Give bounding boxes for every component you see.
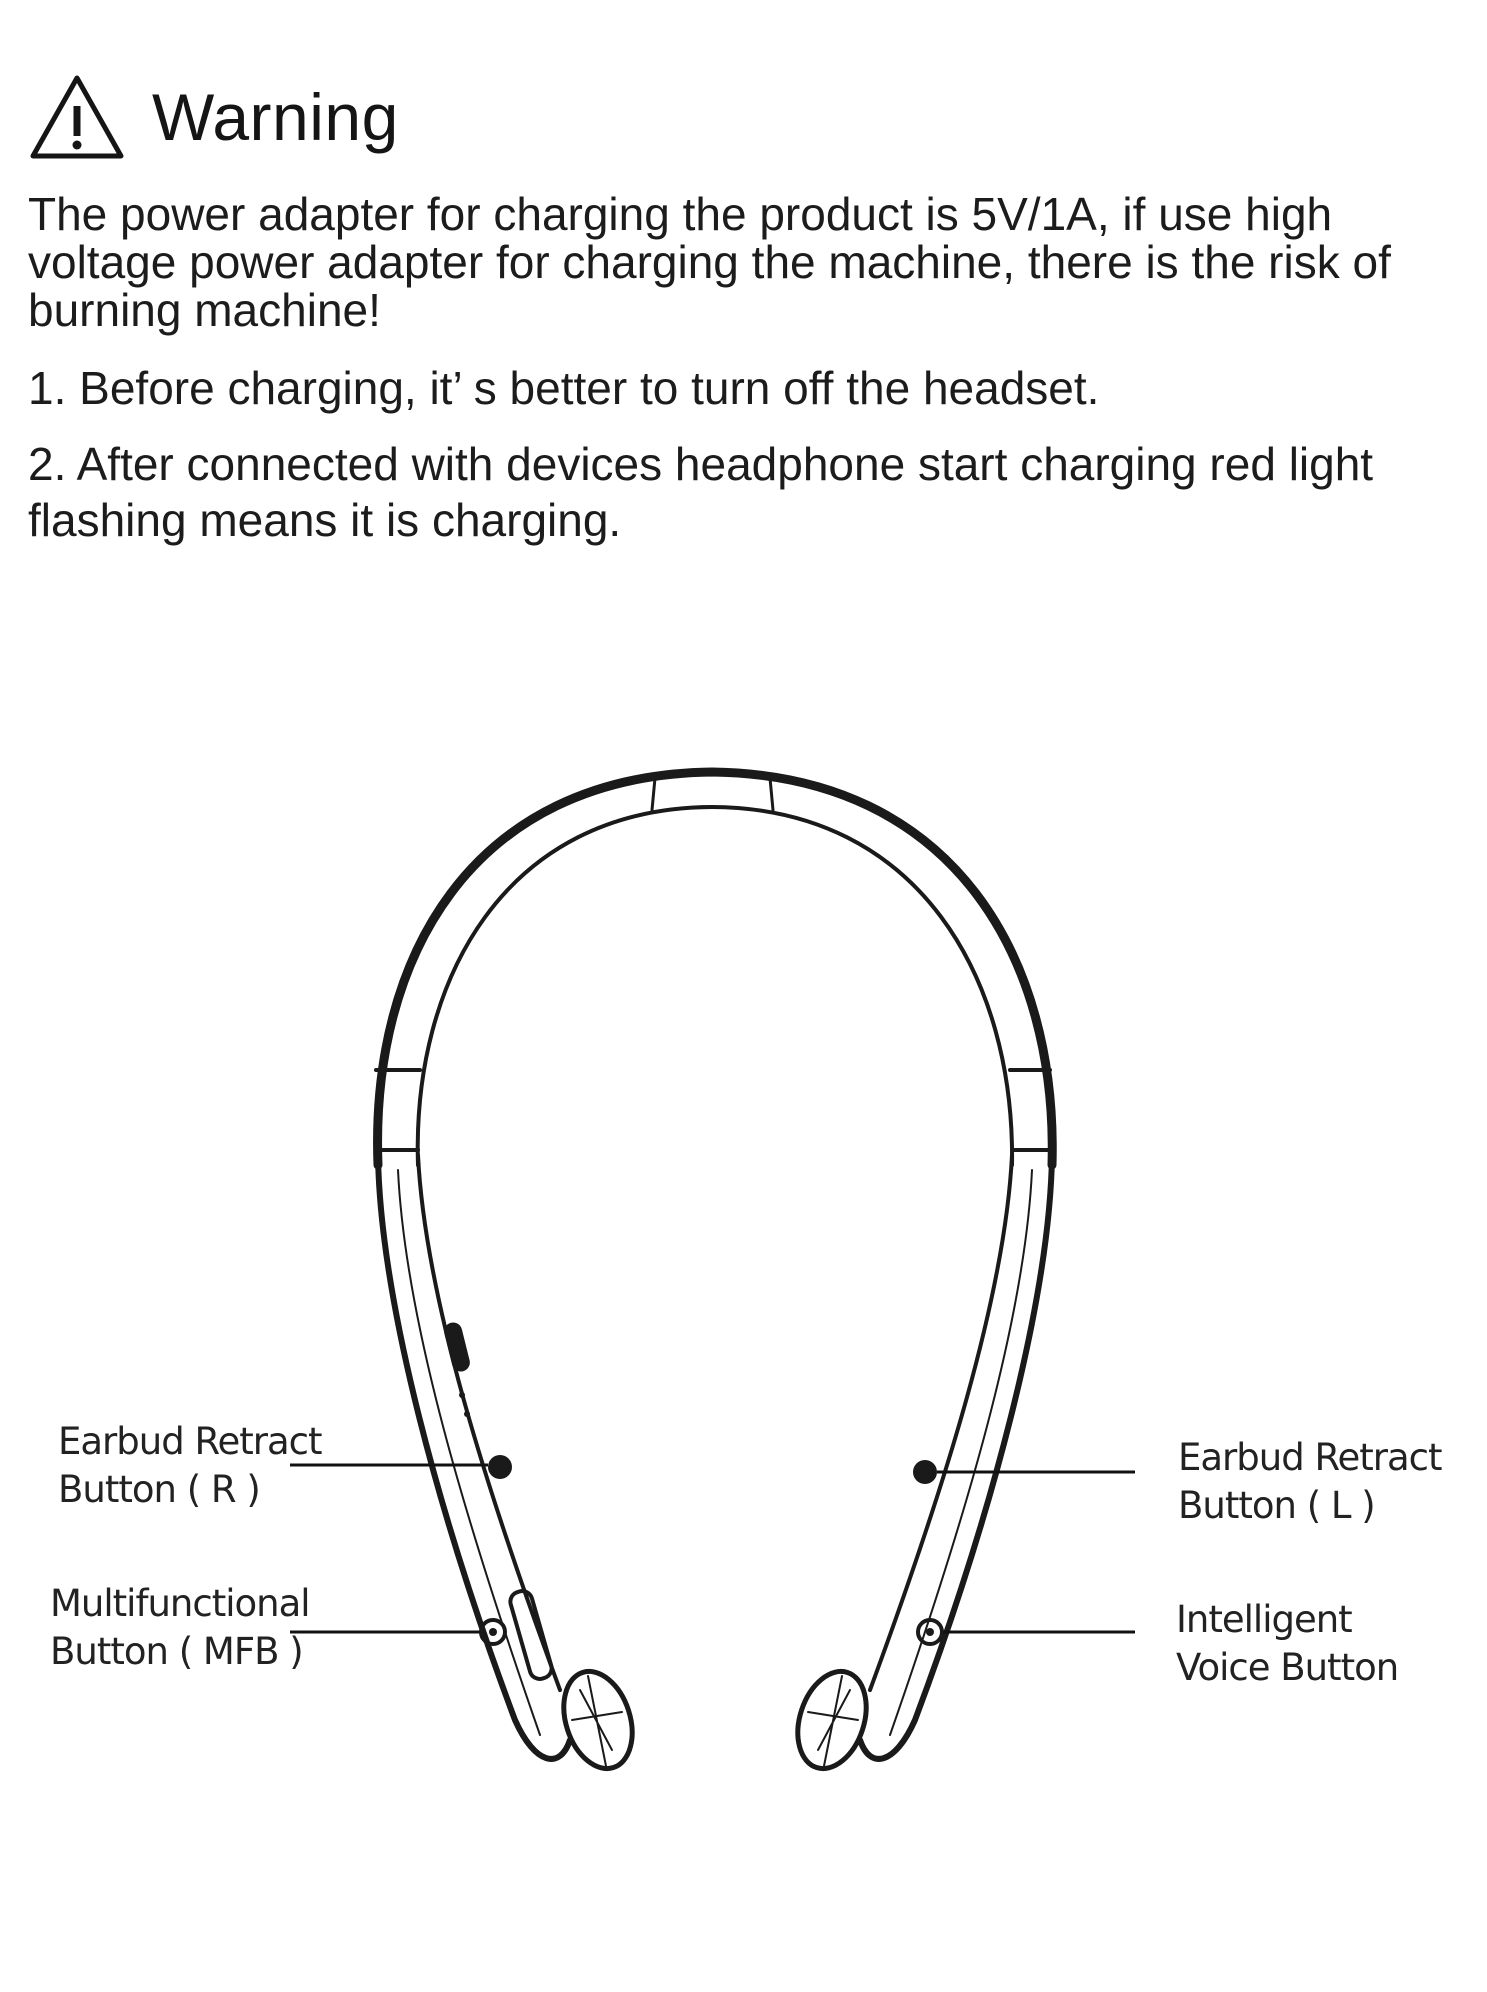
earbud-retract-r-label — [58, 1418, 322, 1514]
power-adapter-warning-text: The power adapter for charging the product is 5V/1A, if use high voltage power adapter for charging the machine, there is the risk of burning machine! — [28, 188, 1391, 336]
instruction-item-1: 1. Before charging, it’ s better to turn off the headset. — [28, 362, 1100, 414]
earbud-retract-button-l — [913, 1460, 937, 1484]
multifunctional-label-line2: Button ( MFB ) — [50, 1630, 303, 1673]
instruction-item-2: 2. After connected with devices headphone start charging red light flashing means it is charging. — [28, 438, 1374, 546]
earbud-retract-l-label — [1178, 1434, 1442, 1530]
earbud-retract-l-label-line2: Button ( L ) — [1178, 1484, 1375, 1527]
callout-lines — [290, 1465, 1135, 1632]
earbud-retract-r-label-line2: Button ( R ) — [58, 1468, 260, 1511]
intelligent-voice-label-line2: Voice Button — [1176, 1646, 1399, 1689]
warning-header — [28, 62, 399, 172]
intelligent-voice-label — [1176, 1596, 1398, 1692]
earbud-retract-button-r — [488, 1455, 512, 1479]
warning-title: Warning — [152, 80, 399, 154]
earbud-retract-r-label-line1: Earbud Retract — [58, 1420, 322, 1463]
earbud-retract-l-label-line1: Earbud Retract — [1178, 1436, 1442, 1479]
multifunctional-label-line1: Multifunctional — [50, 1582, 310, 1625]
warning-triangle-icon — [28, 72, 126, 162]
headset-diagram — [0, 720, 1487, 1870]
intelligent-voice-label-line1: Intelligent — [1176, 1598, 1352, 1641]
multifunctional-button-label — [50, 1580, 310, 1676]
neckband-headset-illustration — [0, 720, 1487, 1870]
